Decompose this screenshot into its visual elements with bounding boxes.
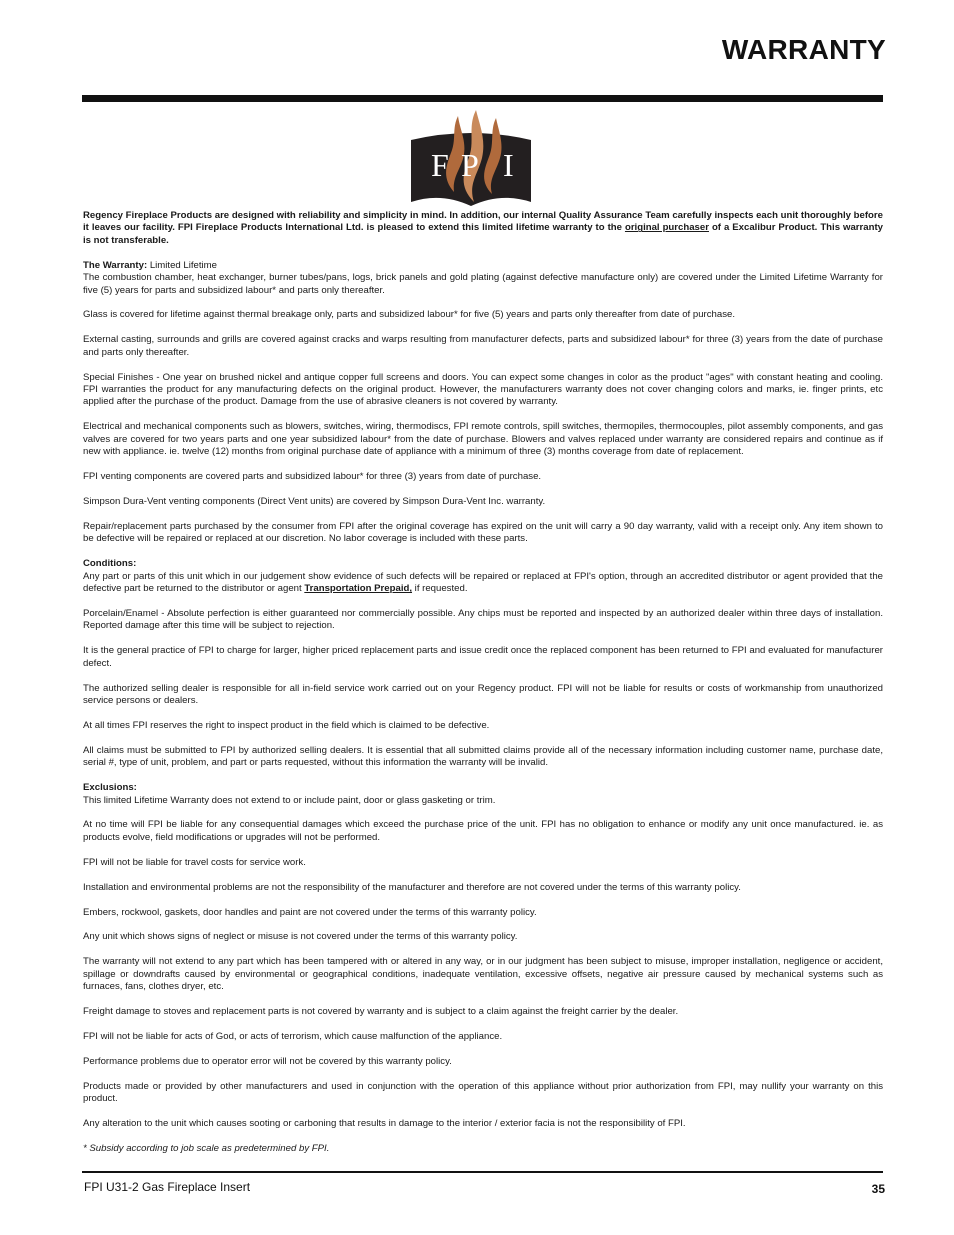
intro-text-end: of a Excalibur Product. This warranty is not transferable.: [83, 222, 883, 246]
conditions-text-end: if requested.: [412, 583, 468, 595]
warranty-paragraph: Any alteration to the unit which causes sooting or carboning that results in damage to the interior / exterior facia is not the responsibility of FPI.: [83, 1118, 686, 1130]
warranty-paragraph: Repair/replacement parts purchased by the consumer from FPI after the original coverage has expired on the unit will carry a 90 day warranty, valid with a receipt only. Any item shown to be defective will be repaired or replaced at our discretion. No labor coverage is included with these parts.: [83, 520, 883, 545]
page-title: WARRANTY: [721, 34, 886, 65]
footnote: * Subsidy according to job scale as predetermined by FPI.: [83, 1143, 330, 1154]
warranty-paragraph: The warranty will not extend to any part which has been tampered with or altered in any way, or in our judgment has been subject to misuse, improper installation, negligence or accident, spillage or downdrafts caused by environmental or geographical conditions, inadequate ventilation, excessive offsets, negative air pressure caused by mechanical systems such as furnaces, fans, clothes dryer, etc.: [83, 956, 883, 993]
warranty-paragraph: External casting, surrounds and grills are covered against cracks and warps resulting from manufacturer defects, parts and subsidized labour* for three (3) years from the date of purchase and parts only thereafter.: [83, 334, 883, 358]
warranty-paragraph: Freight damage to stoves and replacement parts is not covered by warranty and is subject to a claim against the freight carrier by the dealer.: [83, 1006, 679, 1018]
logo-letter-f: F: [431, 147, 449, 183]
warranty-type: Limited Lifetime: [147, 259, 218, 271]
warranty-paragraph: At all times FPI reserves the right to inspect product in the field which is claimed to be defective.: [83, 719, 490, 731]
transportation-prepaid-text: Transportation Prepaid,: [304, 583, 413, 595]
fpi-logo: [408, 106, 534, 210]
exclusions-section: [83, 782, 883, 807]
warranty-paragraph: Performance problems due to operator error will not be covered by this warranty policy.: [83, 1055, 452, 1067]
warranty-paragraph: Installation and environmental problems are not the responsibility of the manufacturer and therefore are not covered under the terms of this warranty policy.: [83, 881, 741, 893]
exclusions-heading: Exclusions:: [83, 782, 137, 794]
warranty-paragraph: Products made or provided by other manufacturers and used in conjunction with the operation of this appliance without prior authorization from FPI, may nullify your warranty on this product.: [83, 1080, 883, 1105]
warranty-paragraph: Porcelain/Enamel - Absolute perfection is either guaranteed nor commercially possible. Any chips must be reported and inspected by an authorized dealer within three days of installation. Reported damage after this time will be subject to rejection.: [83, 607, 883, 632]
warranty-coverage-text: The combustion chamber, heat exchanger, burner tubes/pans, logs, brick panels and gold plating (against defective manufacture only) are covered under the Limited Lifetime Warranty for five (5) years for parts and subsidized labour* and parts only thereafter.: [83, 272, 883, 296]
logo-letter-p: P: [461, 147, 479, 183]
conditions-paragraphs: [83, 608, 883, 770]
exclusions-text: This limited Lifetime Warranty does not extend to or include paint, door or glass gasketing or trim.: [83, 794, 496, 806]
warranty-body: [83, 210, 883, 1168]
warranty-paragraph: FPI will not be liable for travel costs for service work.: [83, 856, 306, 868]
intro-text: Regency Fireplace Products are designed with reliability and simplicity in mind. In addition, our internal Quality Assurance Team carefully inspects each unit thoroughly before it leaves our facility. FPI Fireplace Products International Ltd. is pleased to extend this limited lifetime warranty to the: [83, 210, 883, 234]
original-purchaser-text: original purchaser: [624, 222, 709, 234]
footer-product: FPI U31-2 Gas Fireplace Insert: [84, 1180, 251, 1194]
warranty-paragraph: Electrical and mechanical components such as blowers, switches, wiring, thermodiscs, FPI remote controls, spill switches, thermopiles, thermocouples, pilot assembly components, and gas valves are covered for two years parts and one year subsidized labour* from the date of purchase. Blowers and valves replaced under warranty are considered repairs and continue as if new with appliance. ie. twelve (12) months from original purchase date of appliance with a minimum of three (3) months coverage from date of replacement.: [83, 421, 883, 458]
warranty-paragraph: At no time will FPI be liable for any consequential damages which exceed the purchase price of the unit. FPI has no obligation to enhance or modify any unit once manufactured. ie. as products evolve, field modifications or upgrades will not be performed.: [83, 819, 883, 843]
exclusions-paragraphs: [83, 819, 883, 1130]
warranty-paragraph: Embers, rockwool, gaskets, door handles and paint are not covered under the terms of this warranty policy.: [83, 906, 537, 918]
conditions-text: Any part or parts of this unit which in our judgement show evidence of such defects will be repaired or replaced at FPI's option, through an accredited distributor or agent provided that the defective part be returned to the distributor or agent: [83, 570, 883, 595]
warranty-paragraph: Special Finishes - One year on brushed nickel and antique copper full screens and doors. You can expect some changes in color as the product "ages" with constant heating and cooling. FPI warranties the product for any manufacturing defects on the original product. However, the manufacturers warranty does not cover changing colors and marks, ie. finger prints, etc applied after the purchase of the product. Damage from the use of abrasive cleaners is not covered by warranty.: [83, 371, 883, 408]
warranty-paragraph: Any unit which shows signs of neglect or misuse is not covered under the terms of this warranty policy.: [83, 931, 518, 943]
warranty-paragraph: The authorized selling dealer is responsible for all in-field service work carried out on your Regency product. FPI will not be liable for results or costs of workmanship from unauthorized service persons or dealers.: [83, 682, 883, 706]
coverage-paragraphs: [83, 309, 883, 545]
footer-rule: [82, 1171, 883, 1173]
page-number: 35: [871, 1182, 885, 1196]
warranty-heading: The Warranty:: [83, 259, 148, 271]
warranty-paragraph: FPI will not be liable for acts of God, or acts of terrorism, which cause malfunction of the appliance.: [83, 1030, 503, 1042]
warranty-paragraph: Glass is covered for lifetime against thermal breakage only, parts and subsidized labour* for five (5) years and parts only thereafter from date of purchase.: [83, 309, 735, 321]
warranty-paragraph: Simpson Dura-Vent venting components (Direct Vent units) are covered by Simpson Dura-Vent Inc. warranty.: [83, 496, 546, 507]
warranty-paragraph: All claims must be submitted to FPI by authorized selling dealers. It is essential that all submitted claims provide all of the necessary information including customer name, purchase date, serial #, type of unit, problem, and part or parts requested, without this information the warranty will be invalid.: [83, 744, 883, 769]
header-rule: [82, 95, 883, 102]
conditions-section: [83, 558, 883, 595]
warranty-paragraph: FPI venting components are covered parts and subsidized labour* for three (3) years from date of purchase.: [83, 471, 542, 483]
warranty-section: [83, 260, 883, 297]
logo-letter-i: I: [503, 147, 514, 183]
conditions-heading: Conditions:: [83, 558, 137, 570]
warranty-paragraph: It is the general practice of FPI to charge for larger, higher priced replacement parts and issue credit once the replaced component has been returned to FPI and evaluated for manufacturer defect.: [83, 645, 883, 669]
intro-paragraph: [83, 210, 883, 247]
